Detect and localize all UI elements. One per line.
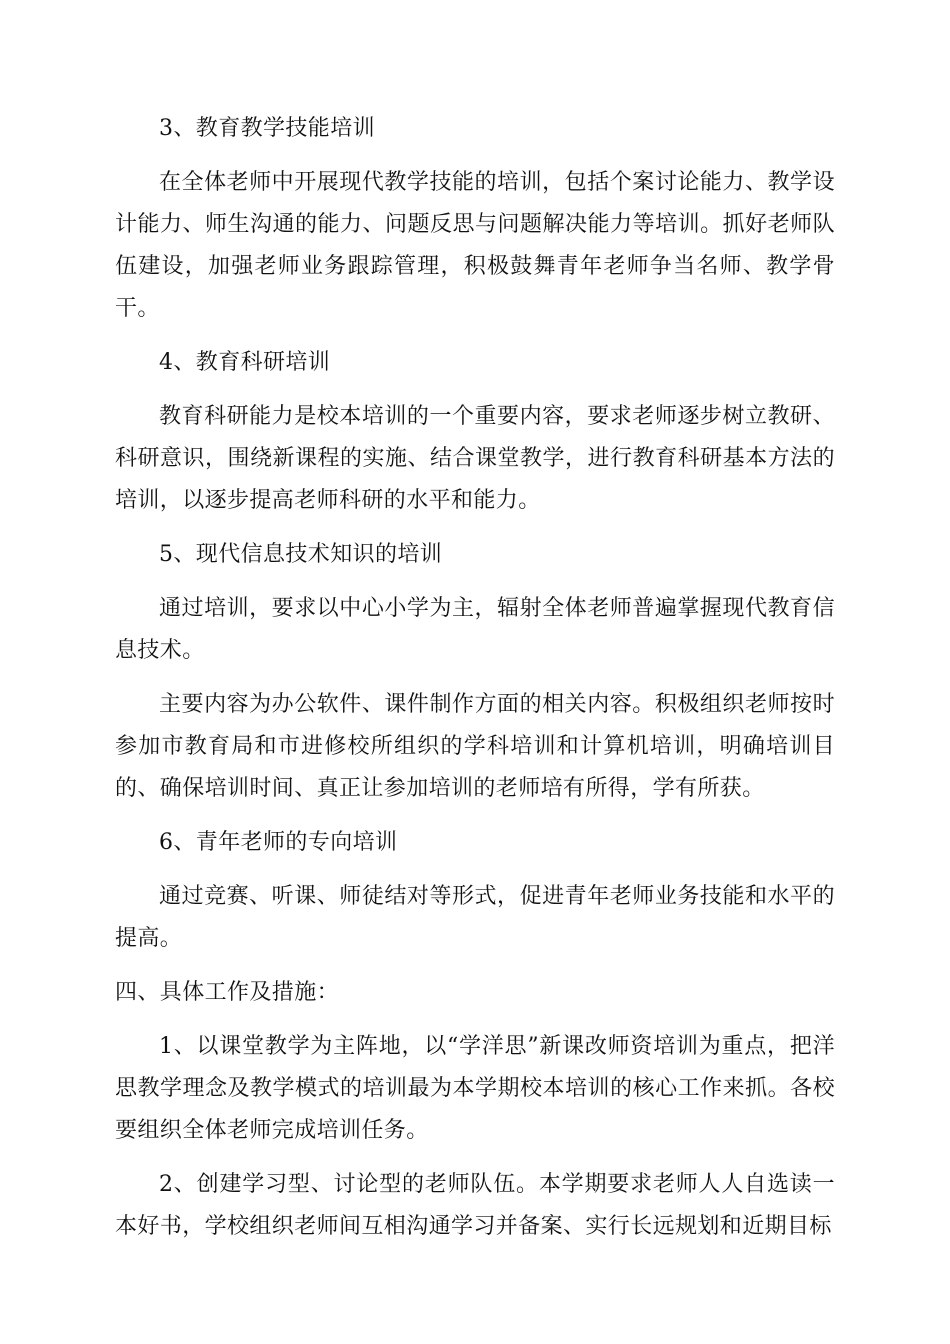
subheading-young-teacher-training: 6、青年老师的专向培训 [159, 830, 398, 855]
paragraph-research-training: 教育科研能力是校本培训的一个重要内容，要求老师逐步树立教研、科研意识，围绕新课程的实施、结合课堂教学，进行教育科研基本方法的培训，以逐步提高老师科研的水平和能力。 [115, 404, 835, 513]
paragraph-teaching-skills: 在全体老师中开展现代教学技能的培训，包括个案讨论能力、教学设计能力、师生沟通的能力、问题反思与问题解决能力等培训。抓好老师队伍建设，加强老师业务跟踪管理，积极鼓舞青年老师争当名师、教学骨干。 [115, 170, 835, 321]
subheading-research-training: 4、教育科研培训 [159, 350, 331, 375]
section-heading-measures: 四、具体工作及措施： [115, 980, 340, 1005]
subheading-teaching-skills: 3、教育教学技能培训 [159, 116, 375, 141]
paragraph-young-teacher-training: 通过竞赛、听课、师徒结对等形式，促进青年老师业务技能和水平的提高。 [115, 884, 835, 951]
paragraph-it-training-goal: 通过培训，要求以中心小学为主，辐射全体老师普遍掌握现代教育信息技术。 [115, 596, 835, 663]
subheading-it-training: 5、现代信息技术知识的培训 [159, 542, 443, 567]
paragraph-measure-1: 1、以课堂教学为主阵地，以“学洋思”新课改师资培训为重点，把洋思教学理念及教学模式的培训最为本学期校本培训的核心工作来抓。各校要组织全体老师完成培训任务。 [115, 1034, 835, 1143]
document-body [115, 108, 835, 1260]
paragraph-measure-2: 2、创建学习型、讨论型的老师队伍。本学期要求老师人人自选读一本好书，学校组织老师间互相沟通学习并备案、实行长远规划和近期目标 [115, 1172, 835, 1239]
paragraph-it-training-content: 主要内容为办公软件、课件制作方面的相关内容。积极组织老师按时参加市教育局和市进修校所组织的学科培训和计算机培训，明确培训目的、确保培训时间、真正让参加培训的老师培有所得，学有所获。 [115, 692, 835, 801]
